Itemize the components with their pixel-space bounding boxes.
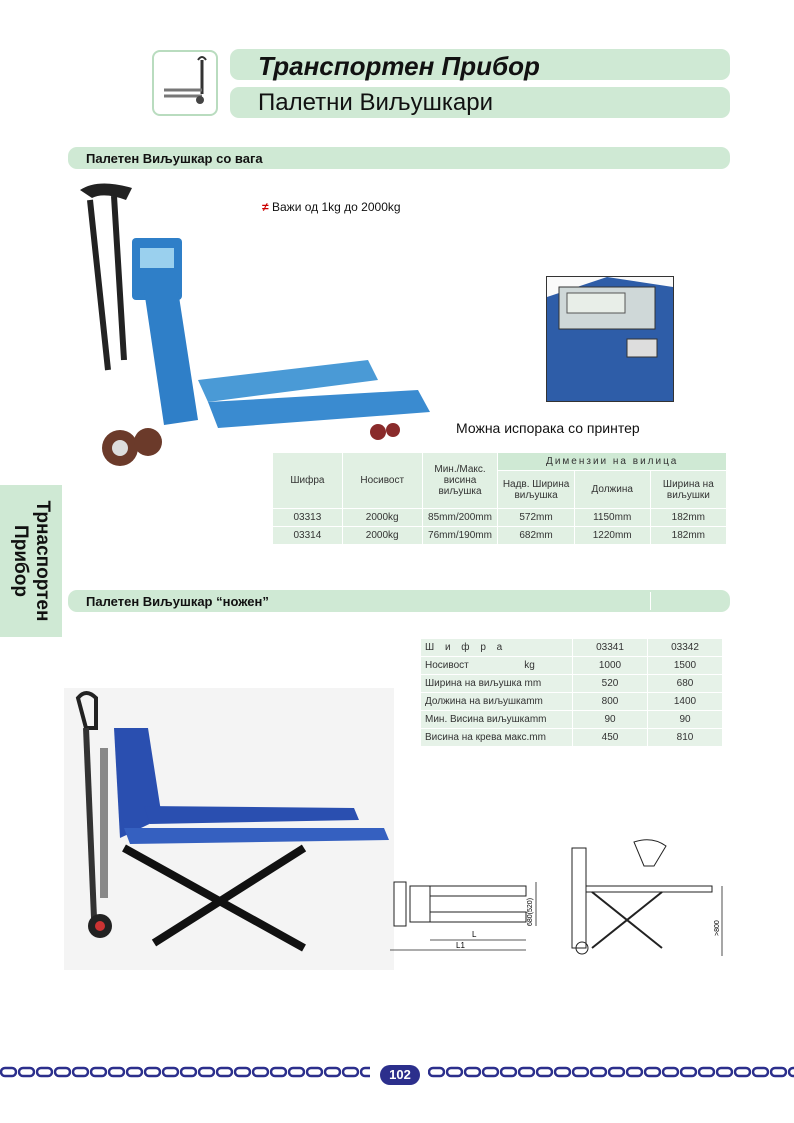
page-subtitle	[230, 87, 730, 118]
section1-header	[68, 147, 730, 169]
scale-pallet-truck-image	[68, 180, 448, 470]
dim-l-label: L	[472, 930, 477, 939]
scale-truck-spec-table	[272, 452, 727, 545]
table-row	[421, 657, 723, 675]
scissor-spec-table	[420, 638, 723, 747]
cell: 03342	[648, 639, 723, 657]
printer-image	[546, 276, 674, 402]
th-dims: Димензии на вилица	[498, 453, 727, 471]
footer-chain-right	[428, 1066, 794, 1078]
table-row	[421, 675, 723, 693]
dimension-drawing-side	[562, 836, 732, 962]
title-text: Транспортен Прибор	[258, 51, 540, 81]
table-row	[421, 729, 723, 747]
table-row	[421, 693, 723, 711]
side-tab-text	[9, 501, 53, 622]
page-title	[230, 49, 730, 80]
cell-label: Ш и ф р а	[421, 639, 573, 657]
section2-title: Палетен Виљушкар “ножен”	[86, 594, 269, 609]
section1-title: Палетен Виљушкар со вага	[86, 151, 263, 166]
cell-label: Носивост kg	[421, 657, 573, 675]
cell: 76mm/190mm	[422, 527, 498, 545]
cell: 520	[573, 675, 648, 693]
side-tab	[0, 485, 62, 637]
dim-l1-label: L1	[456, 941, 465, 950]
cell: 450	[573, 729, 648, 747]
capacity-note	[262, 200, 401, 214]
cell: 03314	[273, 527, 343, 545]
capacity-note-text: Важи од 1kg до 2000kg	[272, 200, 401, 214]
th-code: Шифра	[273, 453, 343, 509]
cell-label: Ширина на виљушка mm	[421, 675, 573, 693]
th-load: Носивост	[342, 453, 422, 509]
dimension-drawing-top	[386, 870, 556, 960]
cell: 810	[648, 729, 723, 747]
table-row	[421, 711, 723, 729]
cell: 90	[573, 711, 648, 729]
table-row	[273, 527, 727, 545]
cell: 680	[648, 675, 723, 693]
cell: 2000kg	[342, 509, 422, 527]
cell: 1000	[573, 657, 648, 675]
divider	[650, 592, 651, 610]
cell: 1500	[648, 657, 723, 675]
dim-height-label: 680(520)	[527, 897, 534, 926]
cell: 85mm/200mm	[422, 509, 498, 527]
cell: 800	[573, 693, 648, 711]
side-tab-line2: Прибор	[10, 525, 31, 597]
side-tab-line1: Трнаспортен	[32, 500, 53, 622]
th-outer-width: Надв. Ширина виљушка	[498, 471, 574, 509]
printer-caption: Можна испорака со принтер	[456, 420, 640, 436]
page-number: 102	[380, 1065, 420, 1085]
cell-label: Мин. Висина виљушкаmm	[421, 711, 573, 729]
cell: 572mm	[498, 509, 574, 527]
subtitle-text: Палетни Виљушкари	[258, 89, 494, 116]
cell: 682mm	[498, 527, 574, 545]
table-row	[421, 639, 723, 657]
pallet-truck-icon	[154, 52, 216, 114]
header-icon	[152, 50, 218, 116]
th-length: Должина	[574, 471, 650, 509]
cell: 1150mm	[574, 509, 650, 527]
cell: 1220mm	[574, 527, 650, 545]
cell-label: Должина на виљушкаmm	[421, 693, 573, 711]
table-row	[273, 509, 727, 527]
cell: 03313	[273, 509, 343, 527]
cell: 1400	[648, 693, 723, 711]
section2-header	[68, 590, 730, 612]
cell: 90	[648, 711, 723, 729]
bullet-icon: ≠	[262, 200, 269, 214]
cell: 182mm	[650, 509, 726, 527]
cell: 03341	[573, 639, 648, 657]
cell: 2000kg	[342, 527, 422, 545]
cell-label: Висина на крева макс.mm	[421, 729, 573, 747]
dim-lift-label: >800	[714, 920, 721, 936]
footer-chain-left	[0, 1066, 370, 1078]
th-height: Мин./Макс. висина виљушка	[422, 453, 498, 509]
cell: 182mm	[650, 527, 726, 545]
th-width: Ширина на виљушки	[650, 471, 726, 509]
scissor-truck-image	[64, 688, 394, 970]
